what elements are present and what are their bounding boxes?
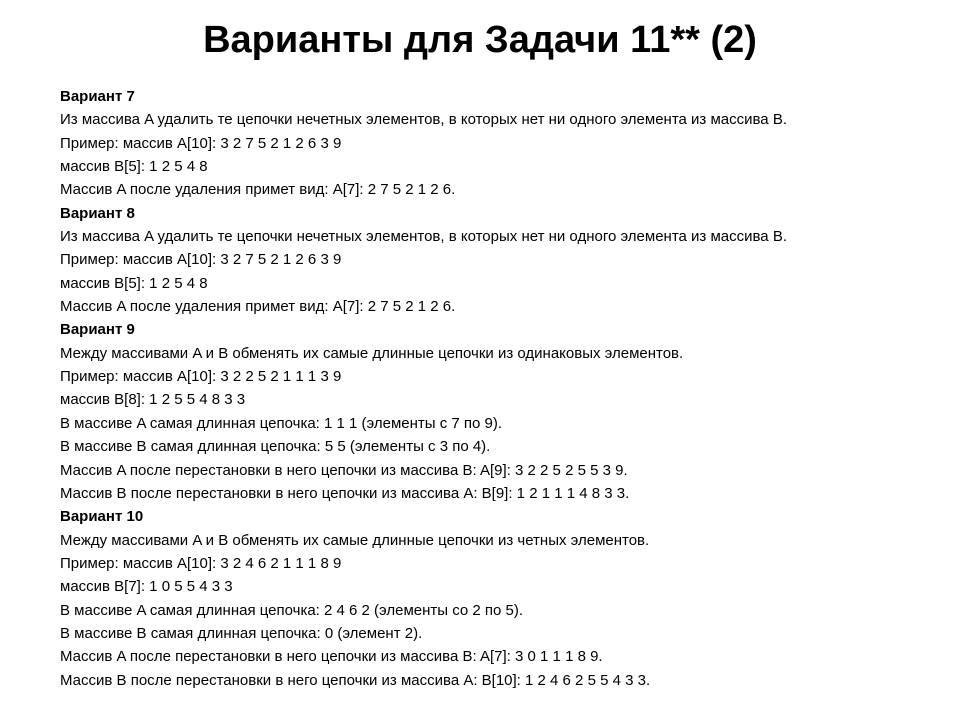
- variant-text-line: Между массивами A и B обменять их самые длинные цепочки из четных элементов.: [60, 531, 650, 549]
- variant-text-line: Массив A после перестановки в него цепочки из массива B: A[9]: 3 2 2 5 2 5 5 3 9.: [60, 461, 628, 479]
- variant-7: [60, 85, 930, 202]
- variant-heading: Вариант 7: [60, 88, 135, 105]
- variant-text-line: В массиве B самая длинная цепочка: 5 5 (элементы с 3 по 4).: [60, 438, 491, 456]
- variant-text-line: Массив B после перестановки в него цепочки из массива A: B[9]: 1 2 1 1 1 4 8 3 3.: [60, 484, 630, 502]
- variant-text-line: Из массива A удалить те цепочки нечетных элементов, в которых нет ни одного элемента из массива B.: [60, 228, 787, 246]
- variant-text-line: Массив A после удаления примет вид: A[7]: 2 7 5 2 1 2 6.: [60, 298, 456, 316]
- page-title: Варианты для Задачи 11** (2): [203, 19, 757, 61]
- variant-text-line: массив B[5]: 1 2 5 4 8: [60, 158, 208, 176]
- variant-text-line: Из массива A удалить те цепочки нечетных элементов, в которых нет ни одного элемента из массива B.: [60, 111, 787, 129]
- slide-content: [60, 85, 930, 692]
- variant-10: [60, 505, 930, 692]
- variant-text-line: В массиве A самая длинная цепочка: 2 4 6 2 (элементы со 2 по 5).: [60, 601, 524, 619]
- variant-text-line: В массиве A самая длинная цепочка: 1 1 1 (элементы с 7 по 9).: [60, 414, 503, 432]
- variant-heading: Вариант 9: [60, 321, 135, 339]
- variant-9: [60, 318, 930, 505]
- variant-text-line: В массиве B самая длинная цепочка: 0 (элемент 2).: [60, 624, 423, 642]
- variant-heading: Вариант 10: [60, 508, 144, 526]
- variant-text-line: Пример: массив A[10]: 3 2 2 5 2 1 1 1 3 9: [60, 368, 342, 386]
- variant-text-line: Массив B после перестановки в него цепочки из массива A: B[10]: 1 2 4 6 2 5 5 4 3 3.: [60, 671, 651, 689]
- variant-text-line: Массив A после удаления примет вид: A[7]: 2 7 5 2 1 2 6.: [60, 181, 456, 199]
- variant-text-line: Пример: массив A[10]: 3 2 7 5 2 1 2 6 3 9: [60, 134, 342, 152]
- variant-text-line: массив B[8]: 1 2 5 5 4 8 3 3: [60, 391, 246, 409]
- variant-text-line: Пример: массив A[10]: 3 2 4 6 2 1 1 1 8 9: [60, 554, 342, 572]
- variant-text-line: массив B[5]: 1 2 5 4 8: [60, 274, 208, 292]
- variant-text-line: Пример: массив A[10]: 3 2 7 5 2 1 2 6 3 9: [60, 251, 342, 269]
- variant-text-line: Массив A после перестановки в него цепочки из массива B: A[7]: 3 0 1 1 1 8 9.: [60, 648, 603, 666]
- variant-8: [60, 202, 930, 319]
- variant-text-line: Между массивами A и B обменять их самые длинные цепочки из одинаковых элементов.: [60, 344, 684, 362]
- variant-heading: Вариант 8: [60, 204, 135, 222]
- variant-text-line: массив B[7]: 1 0 5 5 4 3 3: [60, 578, 233, 596]
